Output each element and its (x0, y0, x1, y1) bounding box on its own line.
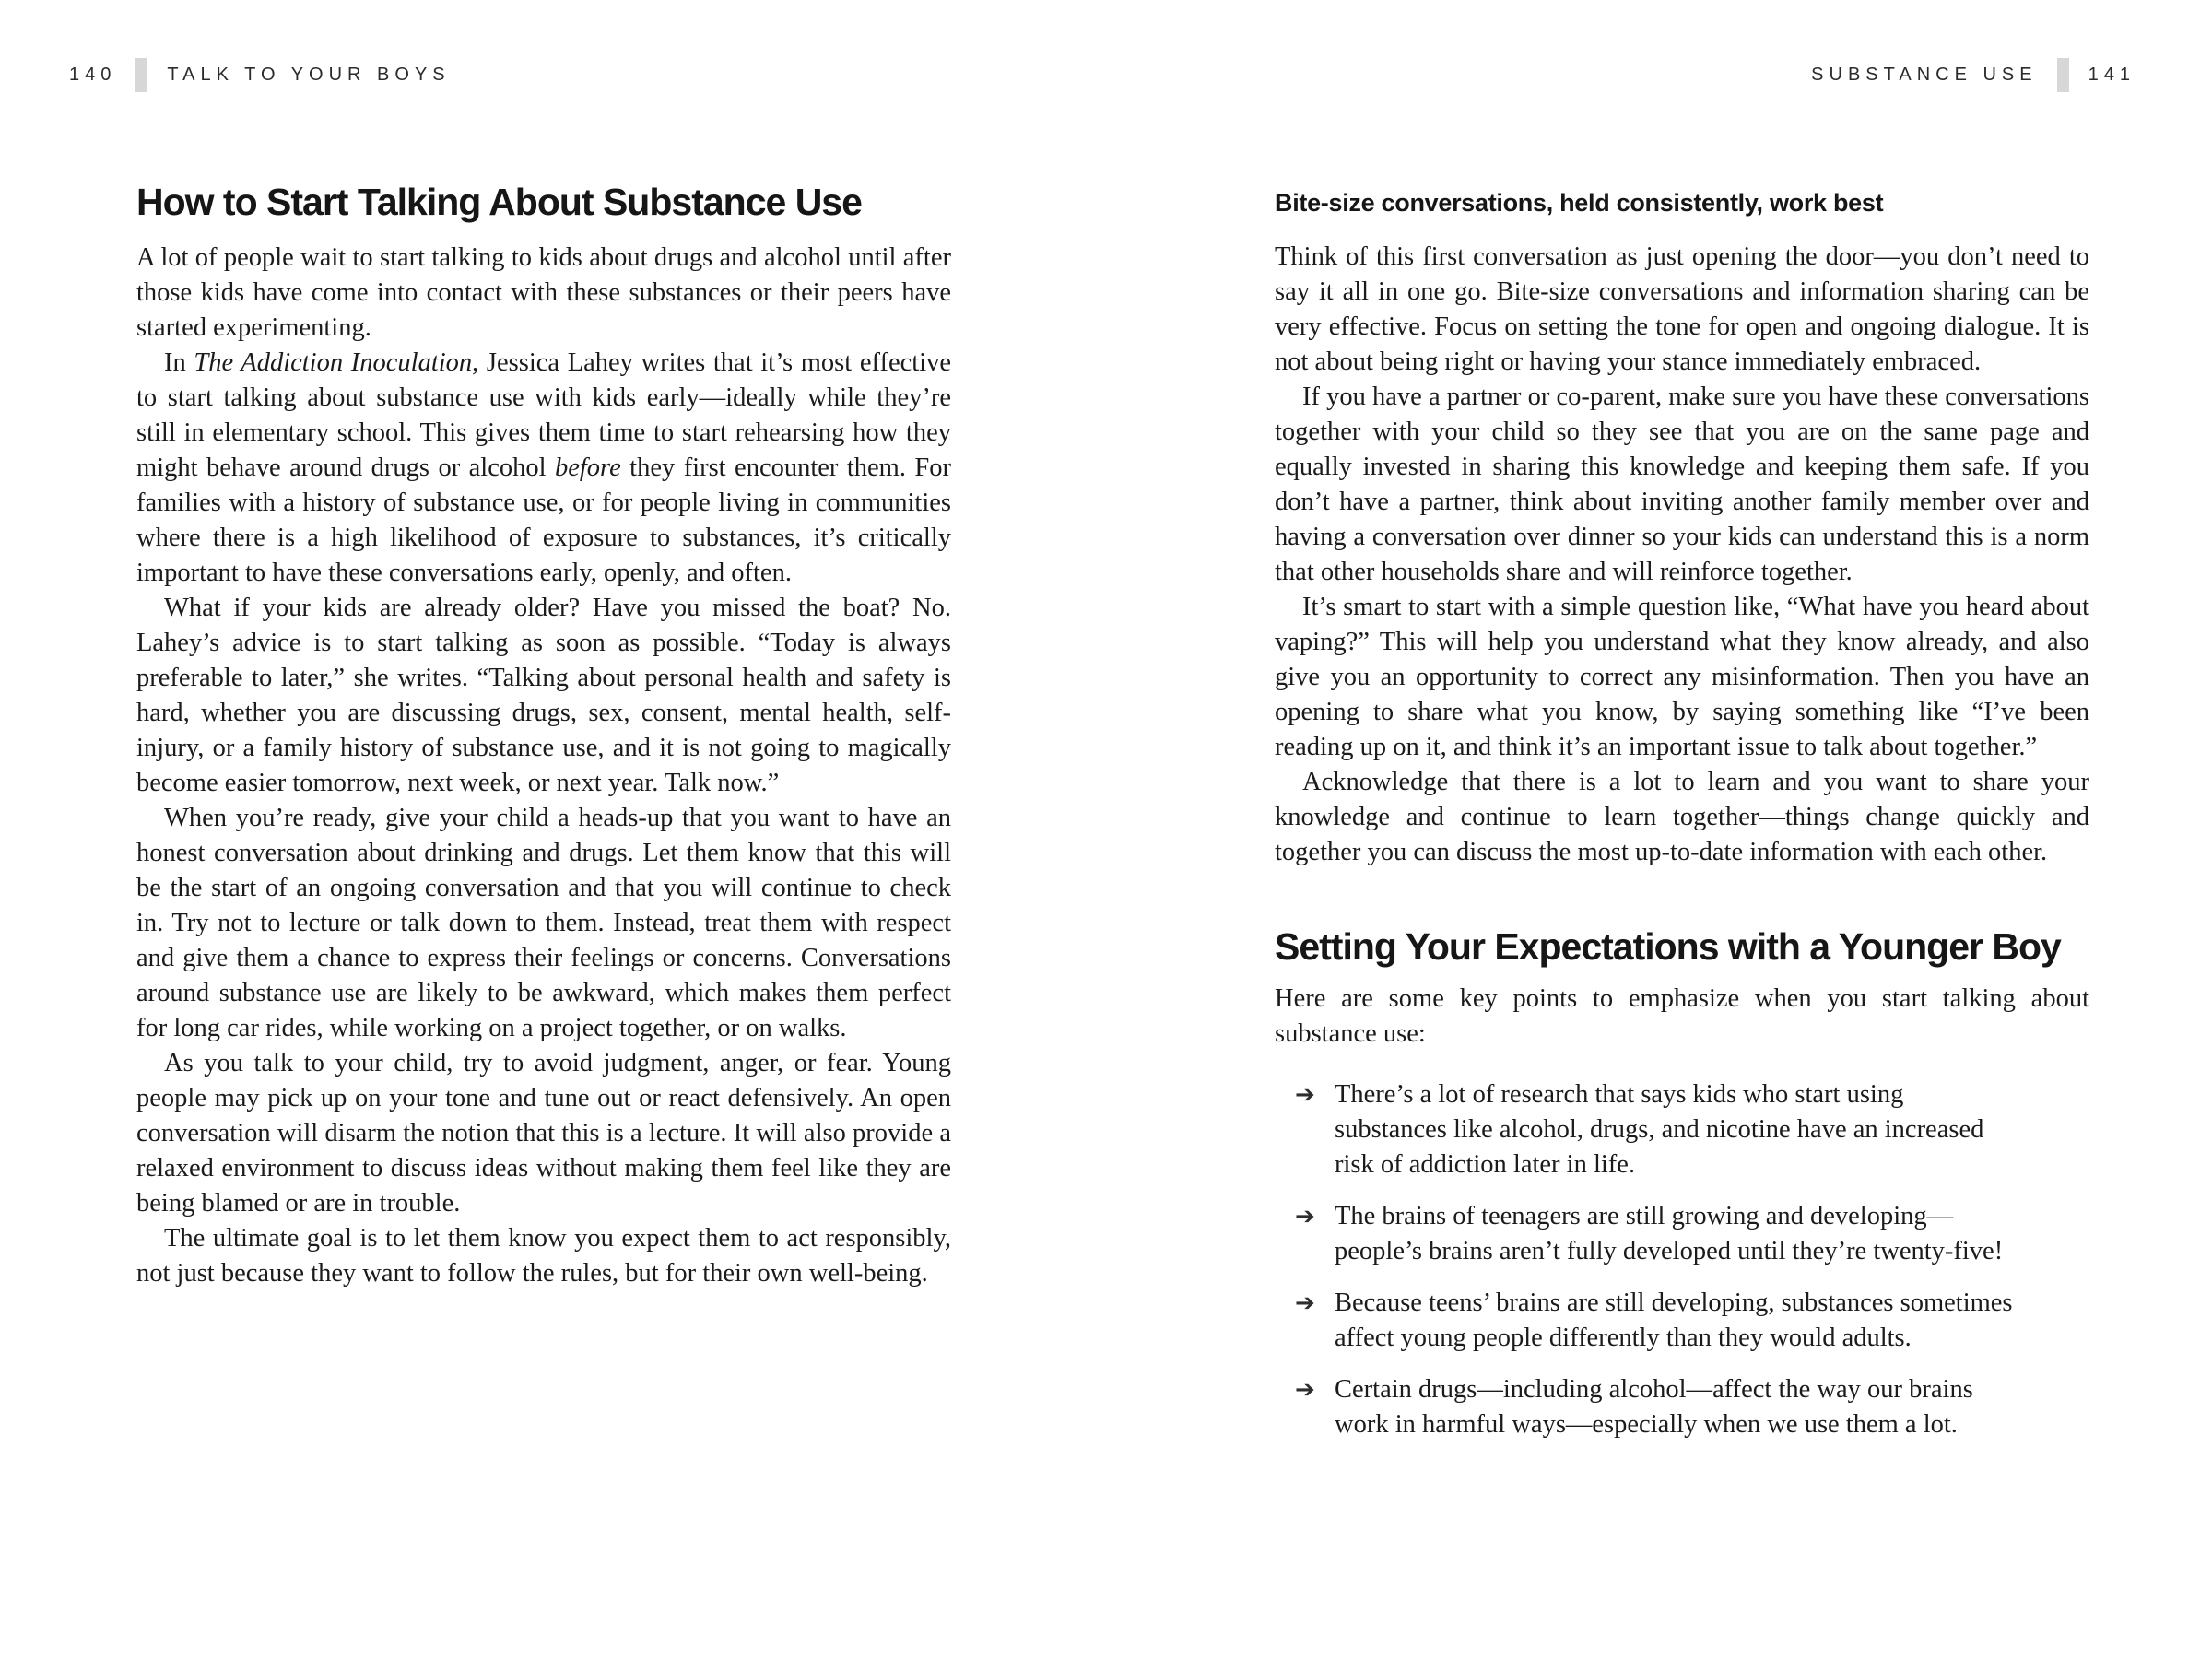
bullet-text: Certain drugs—including alcohol—affect the way our brains work in harmful ways—especially when we use them a lot. (1335, 1375, 1973, 1440)
running-head-title-left: TALK TO YOUR BOYS (167, 64, 451, 85)
body-paragraph: It’s smart to start with a simple question like, “What have you heard about vaping?” This will help you understand what they know already, and also give you an opportunity to correct any misinformation. Then you have an opening to share what you know, by saying something like “I’ve been reading up on it, and think it’s an important issue to talk about together.” (1275, 592, 2089, 761)
bullet-text: The brains of teenagers are still growing and developing—people’s brains aren’t fully developed until they’re twenty-five! (1335, 1202, 2004, 1266)
bullet-item (1275, 1077, 2089, 1182)
bullet-item (1275, 1286, 2089, 1356)
bullet-text: There’s a lot of research that says kids who start using substances like alcohol, drugs, and nicotine have an increased risk of addiction later in life. (1335, 1080, 1984, 1180)
body-paragraph: If you have a partner or co-parent, make sure you have these conversations together with your child so they see that you are on the same page and equally invested in sharing this knowledge and keeping them safe. If you don’t have a partner, think about inviting another family member over and having a conversation over dinner so your kids can understand this is a norm that other households share and will reinforce together. (1275, 382, 2089, 586)
body-paragraph: In The Addiction Inoculation, Jessica Lahey writes that it’s most effective to start talking about substance use with kids early—ideally while they’re still in elementary school. This gives them time to start rehearsing how they might behave around drugs or alcohol before they first encounter them. For families with a history of substance use, or for people living in communities where there is a high likelihood of exposure to substances, it’s critically important to have these conversations early, openly, and often. (136, 348, 951, 588)
bullet-list (1275, 1077, 2089, 1442)
body-paragraph: As you talk to your child, try to avoid judgment, anger, or fear. Young people may pick up on your tone and tune out or react defensively. An open conversation will disarm the notion that this is a lecture. It will also provide a relaxed environment to discuss ideas without making them feel like they are being blamed or are in trouble. (136, 1049, 951, 1218)
section-intro: Here are some key points to emphasize when you start talking about substance use: (1275, 983, 2089, 1048)
body-text-left (136, 241, 951, 1291)
running-head-title-right: SUBSTANCE USE (1811, 64, 2038, 85)
body-paragraph: Acknowledge that there is a lot to learn and you want to share your knowledge and continue to learn together—things change quickly and together you can discuss the most up-to-date information with each other. (1275, 767, 2089, 866)
arrow-bullet-icon: ➔ (1295, 1289, 1315, 1318)
body-paragraph: What if your kids are already older? Have you missed the boat? No. Lahey’s advice is to start talking as soon as possible. “Today is always preferable to later,” she writes. “Talking about personal health and safety is hard, whether you are discussing drugs, sex, consent, mental health, self-injury, or a family history of substance use, and it is not going to magically become easier tomorrow, next week, or next year. Talk now.” (136, 594, 951, 798)
body-paragraph: Think of this first conversation as just opening the door—you don’t need to say it all in one go. Bite-size conversations and information sharing can be very effective. Focus on setting the tone for open and ongoing dialogue. It is not about being right or having your stance immediately embraced. (1275, 241, 2089, 376)
arrow-bullet-icon: ➔ (1295, 1376, 1315, 1405)
body-paragraph: The ultimate goal is to let them know you expect them to act responsibly, not just because they want to follow the rules, but for their own well-being. (136, 1224, 951, 1288)
arrow-bullet-icon: ➔ (1295, 1081, 1315, 1110)
page-left (136, 0, 951, 1291)
page-right (1275, 0, 2089, 1442)
bullet-text: Because teens’ brains are still developing, substances sometimes affect young people differently than they would adults. (1335, 1288, 2013, 1353)
bullet-item (1275, 1372, 2089, 1442)
bullet-item (1275, 1199, 2089, 1269)
arrow-bullet-icon: ➔ (1295, 1203, 1315, 1231)
body-paragraph: A lot of people wait to start talking to kids about drugs and alcohol until after those kids have come into contact with these substances or their peers have started experimenting. (136, 243, 951, 343)
body-paragraph: When you’re ready, give your child a heads-up that you want to have an honest conversation about drinking and drugs. Let them know that this will be the start of an ongoing conversation and that you will continue to check in. Try not to lecture or talk down to them. Instead, treat them with respect and give them a chance to express their feelings or concerns. Conversations around substance use are likely to be awkward, which makes them perfect for long car rides, while working on a project together, or on walks. (136, 804, 951, 1043)
page-number-left: 140 (69, 64, 117, 85)
body-text-right (1275, 240, 2089, 870)
section-heading-left: How to Start Talking About Substance Use (136, 181, 862, 223)
section-heading-right: Setting Your Expectations with a Younger Boy (1275, 924, 2061, 968)
subsection-heading: Bite-size conversations, held consistently, work best (1275, 189, 1884, 217)
page-number-right: 141 (2088, 64, 2136, 85)
